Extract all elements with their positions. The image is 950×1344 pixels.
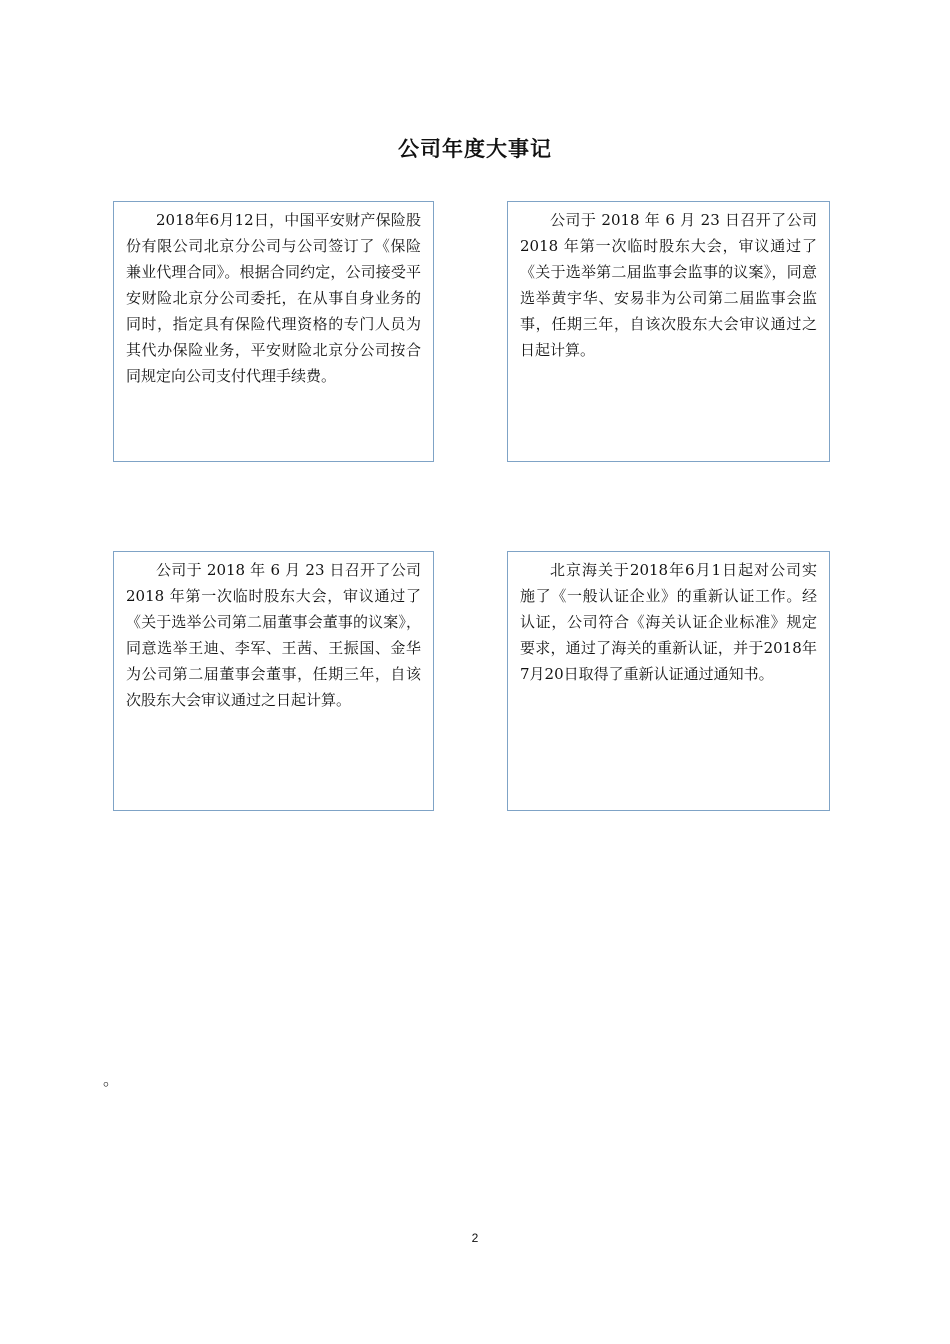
stray-punctuation: 。 — [103, 1070, 120, 1089]
event-text: 北京海关于2018年6月1日起对公司实施了《一般认证企业》的重新认证工作。经认证，公司符合《海关认证企业标准》规定要求，通过了海关的重新认证，并于2018年7月20日取得了重新认证通过通知书。 — [520, 561, 817, 683]
event-text: 公司于 2018 年 6 月 23 日召开了公司 2018 年第一次临时股东大会，审议通过了《关于选举第二届监事会监事的议案》，同意选举黄宇华、安易非为公司第二届监事会监事，任期三年，自该次股东大会审议通过之日起计算。 — [520, 211, 817, 359]
event-text: 公司于 2018 年 6 月 23 日召开了公司 2018 年第一次临时股东大会，审议通过了《关于选举公司第二届董事会董事的议案》，同意选举王迪、李军、王茜、王振国、金华为公司第二届董事会董事，任期三年，自该次股东大会审议通过之日起计算。 — [126, 561, 421, 709]
page-title: 公司年度大事记 — [398, 137, 552, 161]
event-text: 2018年6月12日，中国平安财产保险股份有限公司北京分公司与公司签订了《保险兼业代理合同》。根据合同约定，公司接受平安财险北京分公司委托，在从事自身业务的同时，指定具有保险代理资格的专门人员为其代办保险业务，平安财险北京分公司按合同规定向公司支付代理手续费。 — [126, 211, 421, 385]
event-box-director-election — [113, 551, 434, 811]
event-box-supervisor-election — [507, 201, 830, 462]
event-box-insurance-agency — [113, 201, 434, 462]
event-box-customs-certification — [507, 551, 830, 811]
page-number: 2 — [471, 1231, 479, 1245]
